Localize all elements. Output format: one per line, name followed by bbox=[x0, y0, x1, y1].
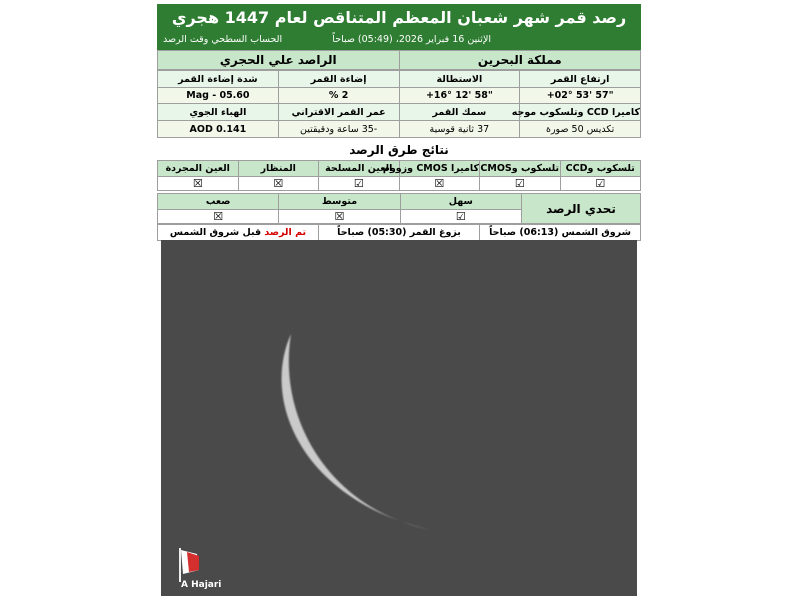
elongation-value: +16° 12' 58" bbox=[399, 88, 520, 104]
observation-sheet bbox=[157, 4, 641, 596]
crescent-moon bbox=[282, 334, 431, 530]
sunrise-time: شروق الشمس (06:13) صباحاً bbox=[480, 225, 641, 241]
age-label: عمر القمر الاقتراني bbox=[278, 104, 399, 121]
elongation-label: الاستطالة bbox=[399, 71, 520, 88]
calculation-method: الحساب السطحي وقت الرصد bbox=[163, 34, 283, 45]
illumination-label: إضاءة القمر bbox=[278, 71, 399, 88]
method-mark: ☒ bbox=[238, 177, 319, 191]
method-mark: ☑ bbox=[319, 177, 400, 191]
page-title: رصد قمر شهر شعبان المعظم المتناقص لعام 1447 هجري bbox=[171, 8, 627, 27]
method-label: العين المسلحة bbox=[319, 161, 400, 177]
status-red: تم الرصد bbox=[264, 227, 307, 238]
air-label: الهباء الجوي bbox=[158, 104, 279, 121]
status-rest: قبل شروق الشمس bbox=[169, 227, 265, 238]
method-label: كاميرا CMOS وزووم bbox=[399, 161, 480, 177]
observation-status bbox=[158, 225, 319, 241]
magnitude-value: Mag - 05.60 bbox=[158, 88, 279, 104]
method-mark: ☑ bbox=[480, 177, 561, 191]
times-table bbox=[157, 224, 641, 241]
age-value: -35 ساعة ودقيقتين bbox=[278, 121, 399, 138]
results-title: نتائج طرق الرصد bbox=[349, 143, 449, 157]
logo-text: A Hajari bbox=[181, 580, 222, 590]
results-table bbox=[157, 160, 641, 191]
challenge-level-medium: متوسط bbox=[279, 194, 400, 210]
observer-cell: الراصد علي الحجري bbox=[158, 51, 400, 70]
date-line: الإثنين 16 فبراير 2026، (05:49) صباحاً bbox=[332, 34, 491, 45]
challenge-mark-easy: ☑ bbox=[400, 210, 521, 224]
camera-label: كاميرا CCD وتلسكوب موجه bbox=[520, 104, 641, 121]
method-label: تلسكوب وCMOS bbox=[480, 161, 561, 177]
moon-data-table bbox=[157, 70, 641, 138]
location-table bbox=[157, 50, 641, 70]
challenge-level-hard: صعب bbox=[158, 194, 279, 210]
challenge-mark-medium: ☒ bbox=[279, 210, 400, 224]
stack-value: تكديس 50 صورة bbox=[520, 121, 641, 138]
method-label: العين المجردة bbox=[158, 161, 239, 177]
title-bar bbox=[157, 4, 641, 50]
logo-icon bbox=[169, 544, 229, 584]
thickness-label: سمك القمر bbox=[399, 104, 520, 121]
altitude-label: ارتفاع القمر bbox=[520, 71, 641, 88]
challenge-title: تحدي الرصد bbox=[522, 194, 641, 224]
aod-value: AOD 0.141 bbox=[158, 121, 279, 138]
method-mark: ☒ bbox=[158, 177, 239, 191]
challenge-level-easy: سهل bbox=[400, 194, 521, 210]
challenge-mark-hard: ☒ bbox=[158, 210, 279, 224]
method-mark: ☑ bbox=[560, 177, 641, 191]
country-cell: مملكة البحرين bbox=[399, 51, 641, 70]
moonrise-time: بزوغ القمر (05:30) صباحاً bbox=[319, 225, 480, 241]
method-mark: ☒ bbox=[399, 177, 480, 191]
crescent-svg bbox=[161, 240, 637, 596]
moon-photo bbox=[161, 240, 637, 596]
altitude-value: +02° 53' 57" bbox=[520, 88, 641, 104]
method-label: تلسكوب وCCD bbox=[560, 161, 641, 177]
illumination-value: 2 % bbox=[278, 88, 399, 104]
challenge-table bbox=[157, 193, 641, 224]
magnitude-label: شدة إضاءة القمر bbox=[158, 71, 279, 88]
method-label: المنظار bbox=[238, 161, 319, 177]
thickness-value: 37 ثانية قوسية bbox=[399, 121, 520, 138]
